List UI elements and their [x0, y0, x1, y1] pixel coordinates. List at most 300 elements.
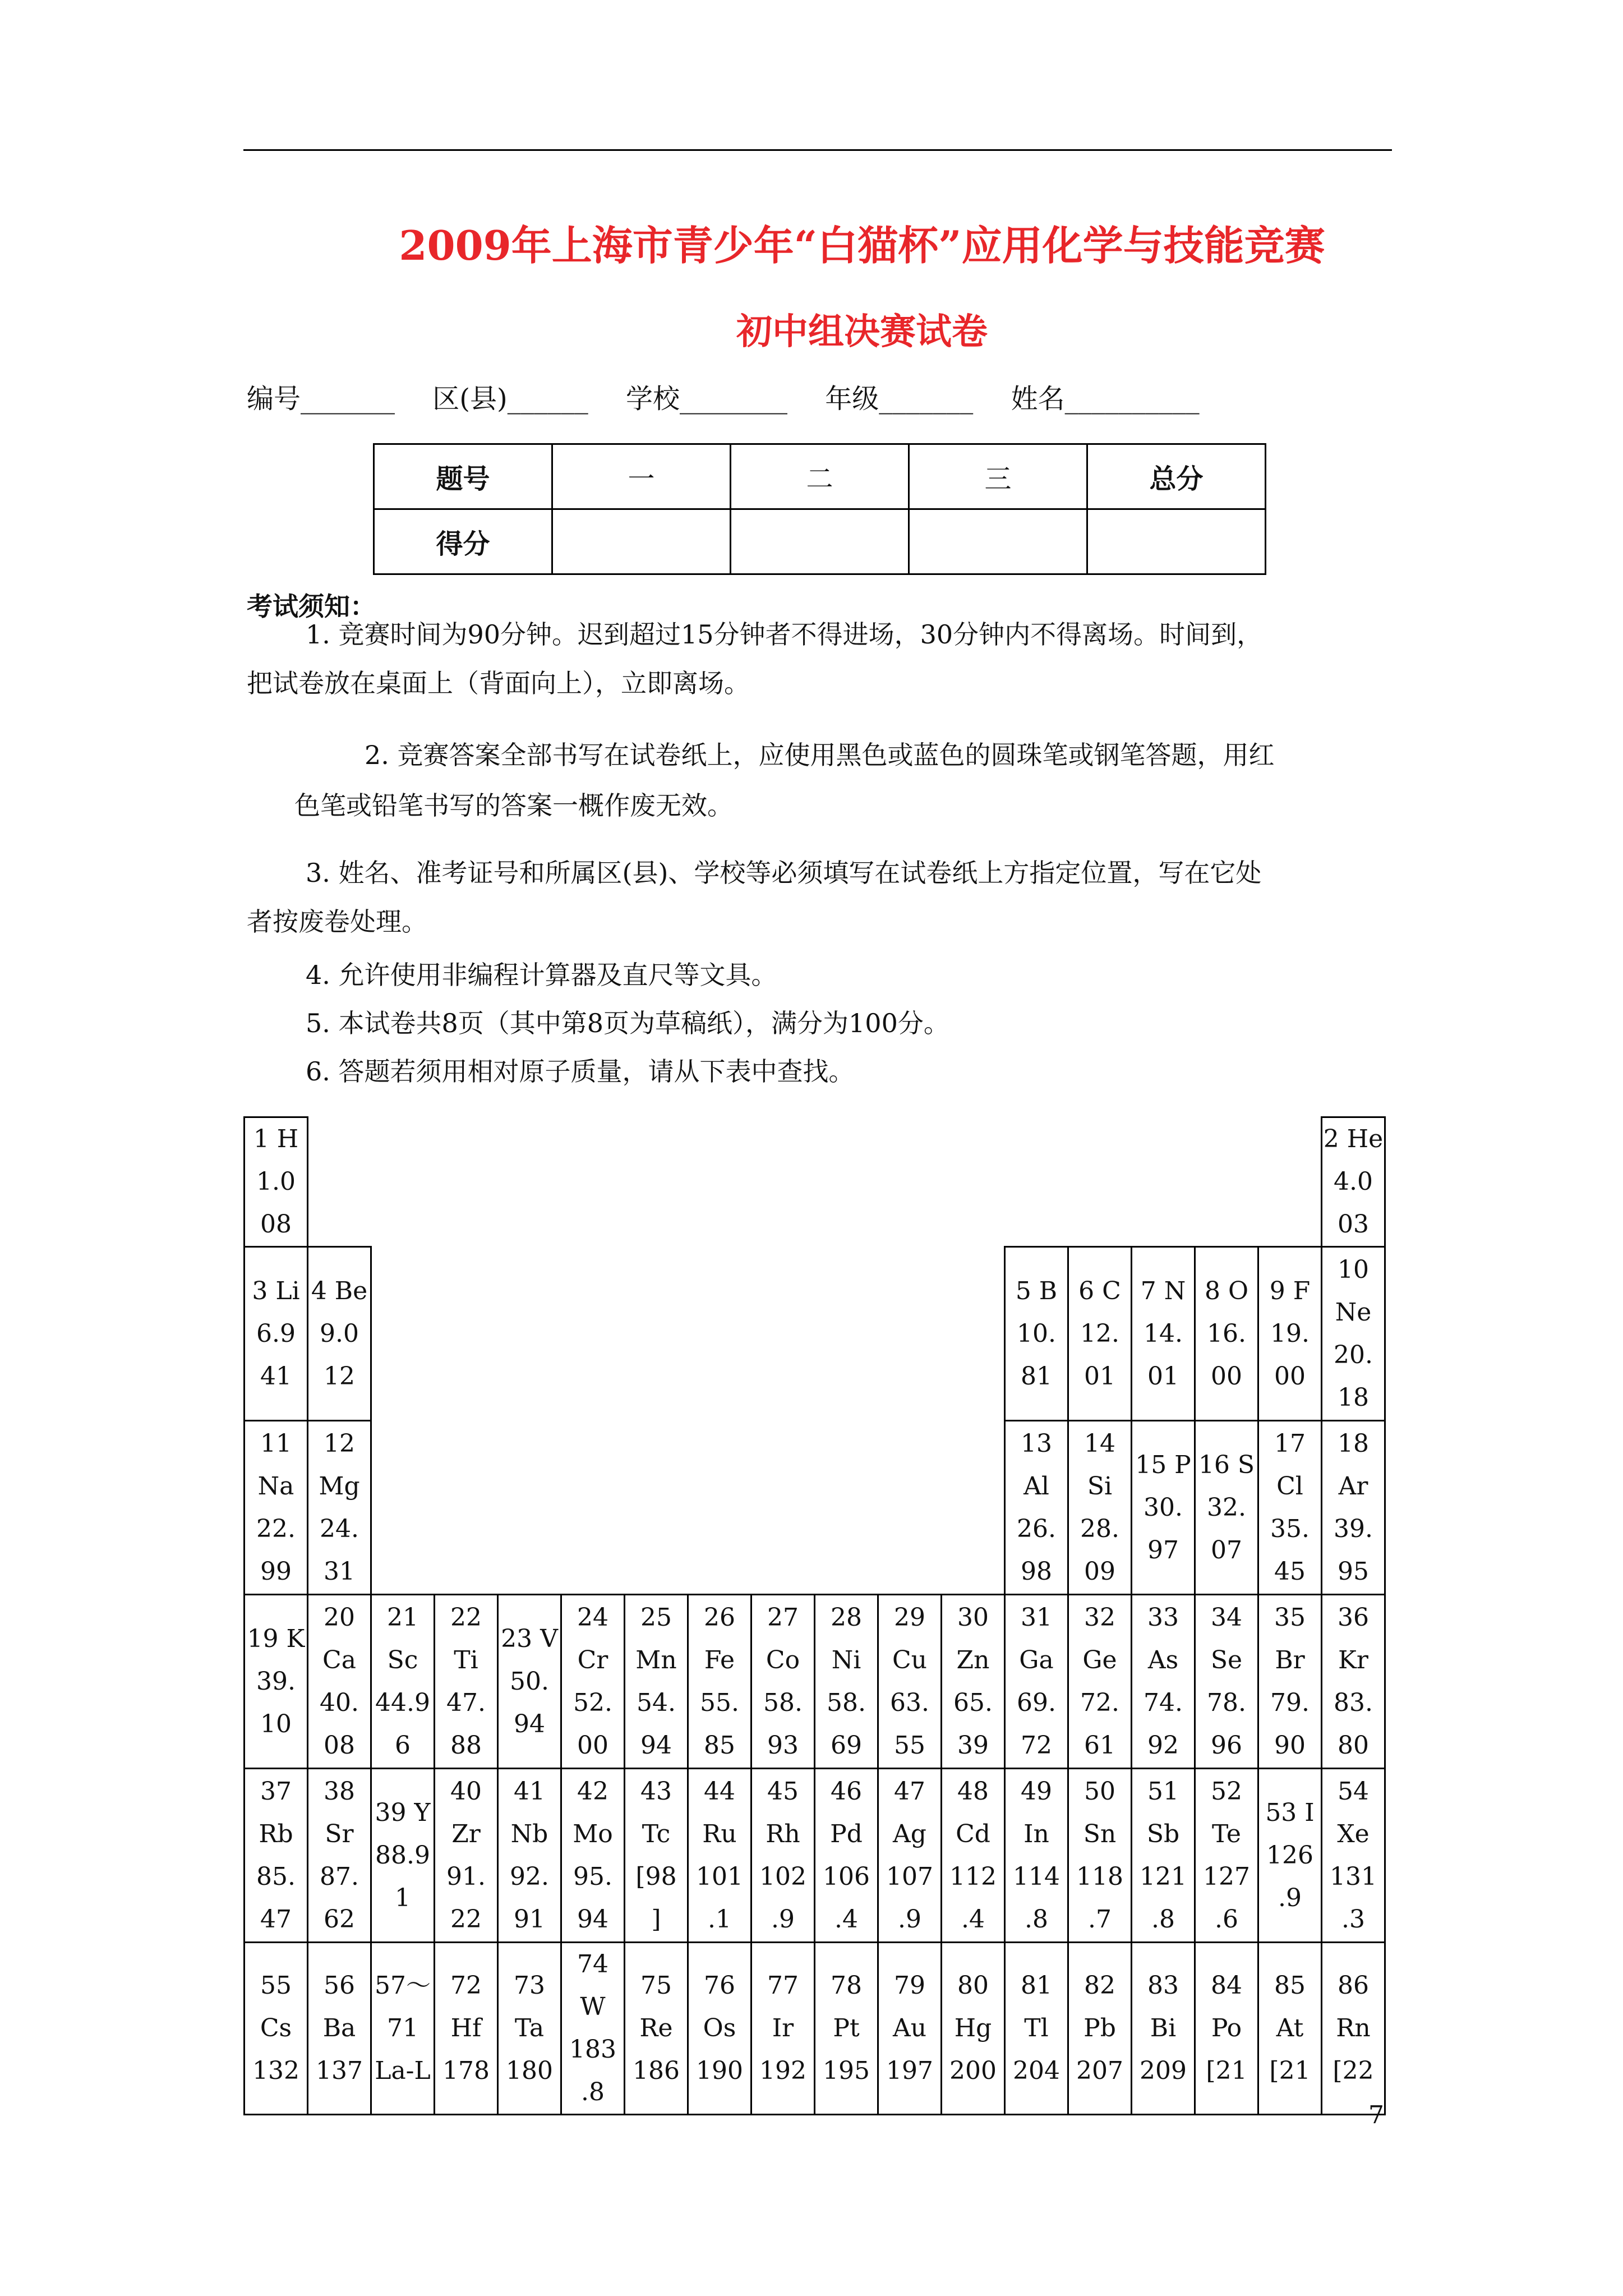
element-cell-line: 28. — [1080, 1514, 1119, 1543]
element-cell-line: Br — [1275, 1645, 1305, 1674]
score-cell — [1087, 509, 1266, 574]
element-cell-line: Cs — [260, 2014, 292, 2042]
element-cell-line: Al — [1023, 1471, 1049, 1501]
score-cell — [731, 509, 909, 574]
element-cell-line: .3 — [1341, 1904, 1365, 1934]
element-cell-line: 43 — [640, 1777, 672, 1806]
element-cell-line: 36 — [1338, 1603, 1369, 1632]
element-cell-line: 121 — [1140, 1862, 1187, 1891]
element-cell-line: 6 — [395, 1731, 411, 1760]
element-cell-line: 107 — [886, 1862, 933, 1891]
element-cell — [1258, 1421, 1322, 1595]
element-cell-line: 90 — [1274, 1731, 1306, 1760]
element-cell — [1132, 1769, 1195, 1943]
element-cell-line: 01 — [1084, 1361, 1115, 1391]
element-cell-line: 82 — [1084, 1971, 1115, 2000]
element-cell-line: 98 — [1021, 1557, 1052, 1586]
empty-cell — [1068, 1117, 1132, 1247]
element-cell-line: Rh — [766, 1819, 800, 1848]
empty-cell — [1005, 1117, 1068, 1247]
element-cell-line: 72. — [1080, 1688, 1119, 1717]
element-cell — [1322, 1769, 1385, 1943]
element-cell — [688, 1595, 751, 1769]
exam-title: 2009年上海市青少年“白猫杯”应用化学与技能竞赛 — [399, 222, 1325, 269]
element-cell-line: 2 He — [1323, 1125, 1384, 1153]
element-cell — [371, 1769, 435, 1943]
element-cell-line: 54. — [637, 1688, 676, 1717]
element-cell-line: 22 — [450, 1603, 482, 1632]
element-cell-line: 195 — [823, 2056, 870, 2085]
element-cell-line: 16 S — [1198, 1450, 1255, 1479]
element-cell-line: [21 — [1206, 2056, 1247, 2085]
periodic-table-row — [245, 1421, 1385, 1595]
periodic-table-row — [245, 1117, 1385, 1247]
element-cell-line: 72 — [450, 1971, 482, 2000]
element-cell-line: [98 — [635, 1862, 677, 1891]
element-cell-line: 55 — [894, 1731, 925, 1760]
score-cell — [909, 509, 1087, 574]
element-cell-line: 204 — [1013, 2056, 1060, 2085]
element-cell — [498, 1595, 561, 1769]
element-cell — [1258, 1943, 1322, 2115]
element-cell-line: Re — [639, 2014, 673, 2042]
element-cell-line: 31 — [324, 1557, 355, 1586]
element-cell-line: .6 — [1215, 1904, 1238, 1934]
element-cell — [1195, 1595, 1258, 1769]
element-cell-line: 17 — [1274, 1429, 1306, 1458]
element-cell — [1132, 1595, 1195, 1769]
element-cell-line: 200 — [949, 2056, 997, 2085]
element-cell-line: Ar — [1338, 1471, 1368, 1501]
element-cell-line: Xe — [1337, 1819, 1370, 1848]
element-cell — [1132, 1247, 1195, 1421]
element-cell-line: In — [1023, 1819, 1049, 1848]
element-cell-line: 83 — [1147, 1971, 1179, 2000]
element-cell-line: 78. — [1207, 1688, 1246, 1717]
element-cell-line: 09 — [1084, 1557, 1115, 1586]
empty-cell — [498, 1247, 561, 1421]
element-cell-line: 24. — [320, 1514, 359, 1543]
element-cell — [1005, 1247, 1068, 1421]
element-cell — [561, 1943, 625, 2115]
element-cell — [942, 1943, 1005, 2115]
element-cell-line: Ru — [702, 1819, 737, 1848]
element-cell-line: 10 — [1338, 1255, 1369, 1284]
element-cell-line: Bi — [1150, 2014, 1177, 2042]
element-cell-line: 08 — [324, 1731, 355, 1760]
element-cell-line: 92 — [1147, 1731, 1179, 1760]
element-cell-line: 106 — [823, 1862, 870, 1891]
element-cell-line: 127 — [1203, 1862, 1250, 1891]
element-cell-line: 132 — [252, 2056, 299, 2085]
element-cell-line: 28 — [831, 1603, 862, 1632]
empty-cell — [942, 1117, 1005, 1247]
periodic-table-row — [245, 1769, 1385, 1943]
element-cell-line: 32 — [1084, 1603, 1115, 1632]
element-cell-line: 180 — [506, 2056, 553, 2085]
element-cell — [1132, 1943, 1195, 2115]
element-cell-line: 57～ — [375, 1971, 431, 2000]
empty-cell — [751, 1247, 815, 1421]
element-cell-line: 87. — [320, 1862, 359, 1891]
notice-line: 1. 竞赛时间为90分钟。迟到超过15分钟者不得进场，30分钟内不得离场。时间到， — [306, 619, 1263, 650]
element-cell-line: 118 — [1076, 1862, 1123, 1891]
element-cell-line: 39. — [256, 1667, 296, 1696]
element-cell — [561, 1769, 625, 1943]
empty-cell — [688, 1421, 751, 1595]
notice-line: 6. 答题若须用相对原子质量，请从下表中查找。 — [306, 1056, 855, 1087]
element-cell-line: .4 — [834, 1904, 858, 1934]
element-cell-line: 52. — [573, 1688, 612, 1717]
empty-cell — [371, 1247, 435, 1421]
element-cell-line: 33 — [1147, 1603, 1179, 1632]
element-cell-line: 9.0 — [320, 1319, 359, 1348]
element-cell-line: .7 — [1088, 1904, 1112, 1934]
element-cell-line: 1 H — [253, 1125, 299, 1153]
element-cell-line: Ni — [831, 1645, 861, 1674]
element-cell-line: 07 — [1211, 1535, 1242, 1565]
element-cell-line: 16. — [1207, 1319, 1246, 1348]
element-cell — [751, 1595, 815, 1769]
element-cell-line: 102 — [759, 1862, 806, 1891]
element-cell-line: Sb — [1146, 1819, 1180, 1848]
element-cell-line: .8 — [1151, 1904, 1175, 1934]
element-cell-line: Co — [766, 1645, 800, 1674]
element-cell-line: 190 — [696, 2056, 743, 2085]
element-cell-line: 12 — [324, 1361, 355, 1391]
element-cell-line: 58. — [827, 1688, 866, 1717]
score-header-total: 总分 — [1087, 444, 1266, 509]
element-cell-line: Zr — [451, 1819, 481, 1848]
top-rule — [243, 149, 1392, 151]
empty-cell — [625, 1421, 688, 1595]
element-cell-line: 14. — [1144, 1319, 1183, 1348]
element-cell-line: Nb — [510, 1819, 548, 1848]
element-cell-line: Ag — [893, 1819, 926, 1848]
info-school: 学校________ — [626, 383, 788, 415]
element-cell-line: 85 — [1274, 1971, 1306, 2000]
empty-cell — [942, 1247, 1005, 1421]
element-cell-line: 55 — [260, 1971, 292, 2000]
periodic-table — [243, 1116, 1386, 2115]
element-cell-line: .4 — [961, 1904, 985, 1934]
element-cell-line: 7 N — [1140, 1276, 1186, 1305]
element-cell — [308, 1943, 371, 2115]
empty-cell — [371, 1421, 435, 1595]
element-cell-line: Na — [257, 1471, 294, 1501]
element-cell-line: 10. — [1017, 1319, 1056, 1348]
empty-cell — [878, 1421, 942, 1595]
element-cell-line: 53 I — [1265, 1798, 1315, 1827]
element-cell-line: 74. — [1144, 1688, 1183, 1717]
empty-cell — [688, 1117, 751, 1247]
element-cell-line: 45 — [1274, 1557, 1306, 1586]
element-cell-line: 81 — [1021, 1971, 1052, 2000]
element-cell — [245, 1769, 308, 1943]
element-cell-line: Sc — [387, 1645, 418, 1674]
element-cell-line: 00 — [1274, 1361, 1306, 1391]
element-cell-line: .9 — [1278, 1883, 1302, 1912]
element-cell — [1322, 1421, 1385, 1595]
element-cell — [1195, 1247, 1258, 1421]
empty-cell — [625, 1247, 688, 1421]
element-cell-line: Hg — [954, 2014, 992, 2042]
element-cell-line: 63. — [890, 1688, 929, 1717]
empty-cell — [435, 1421, 498, 1595]
element-cell — [625, 1595, 688, 1769]
empty-cell — [751, 1117, 815, 1247]
element-cell-line: 46 — [831, 1777, 862, 1806]
element-cell-line: Ga — [1019, 1645, 1054, 1674]
element-cell-line: 45 — [767, 1777, 799, 1806]
element-cell-line: 44 — [704, 1777, 735, 1806]
element-cell — [815, 1595, 878, 1769]
element-cell-line: 131 — [1330, 1862, 1377, 1891]
element-cell — [1322, 1943, 1385, 2115]
notice-line: 5. 本试卷共8页（其中第8页为草稿纸），满分为100分。 — [306, 1008, 949, 1038]
element-cell-line: 76 — [704, 1971, 735, 2000]
element-cell — [942, 1769, 1005, 1943]
notice-line: 4. 允许使用非编程计算器及直尺等文具。 — [306, 960, 777, 990]
element-cell-line: Pt — [833, 2014, 860, 2042]
element-cell — [245, 1943, 308, 2115]
element-cell-line: 58. — [763, 1688, 803, 1717]
element-cell-line: 01 — [1147, 1361, 1179, 1391]
element-cell-line: Fe — [704, 1645, 735, 1674]
element-cell-line: 26 — [704, 1603, 735, 1632]
element-cell-line: 00 — [577, 1731, 608, 1760]
element-cell-line: 52 — [1211, 1777, 1242, 1806]
element-cell-line: Po — [1211, 2014, 1242, 2042]
element-cell-line: 1.0 — [256, 1167, 296, 1196]
element-cell-line: La-L — [375, 2056, 431, 2085]
element-cell-line: 183 — [569, 2035, 616, 2064]
empty-cell — [942, 1421, 1005, 1595]
element-cell-line: 35. — [1270, 1514, 1310, 1543]
element-cell — [625, 1769, 688, 1943]
element-cell — [308, 1595, 371, 1769]
score-table-header-row — [374, 444, 1266, 509]
element-cell-line: 95. — [573, 1862, 612, 1891]
element-cell-line: 00 — [1211, 1361, 1242, 1391]
element-cell-line: 30 — [957, 1603, 989, 1632]
element-cell-line: 49 — [1021, 1777, 1052, 1806]
element-cell-line: 137 — [316, 2056, 363, 2085]
element-cell-line: Te — [1212, 1819, 1241, 1848]
empty-cell — [561, 1247, 625, 1421]
element-cell-line: 34 — [1211, 1603, 1242, 1632]
empty-cell — [561, 1421, 625, 1595]
empty-cell — [1132, 1117, 1195, 1247]
element-cell — [308, 1421, 371, 1595]
element-cell — [1068, 1595, 1132, 1769]
element-cell-line: 114 — [1013, 1862, 1060, 1891]
periodic-table-row — [245, 1943, 1385, 2115]
element-cell-line: 65. — [953, 1688, 993, 1717]
element-cell-line: 47 — [894, 1777, 925, 1806]
element-cell-line: 50 — [1084, 1777, 1115, 1806]
element-cell — [371, 1943, 435, 2115]
element-cell-line: Cd — [956, 1819, 990, 1848]
score-row-label: 得分 — [374, 509, 552, 574]
element-cell-line: 22. — [256, 1514, 296, 1543]
element-cell — [1195, 1769, 1258, 1943]
element-cell-line: 41 — [260, 1361, 292, 1391]
element-cell-line: 94 — [640, 1731, 672, 1760]
element-cell-line: Rn — [1336, 2014, 1371, 2042]
element-cell — [498, 1943, 561, 2115]
periodic-table-row — [245, 1595, 1385, 1769]
info-serial-number: 编号_______ — [247, 383, 395, 415]
element-cell — [1258, 1769, 1322, 1943]
element-cell-line: 54 — [1338, 1777, 1369, 1806]
empty-cell — [308, 1117, 371, 1247]
element-cell-line: 23 V — [501, 1624, 558, 1653]
element-cell — [1258, 1247, 1322, 1421]
element-cell-line: 24 — [577, 1603, 608, 1632]
element-cell — [751, 1943, 815, 2115]
element-cell — [878, 1595, 942, 1769]
element-cell — [688, 1943, 751, 2115]
element-cell-line: Ti — [454, 1645, 478, 1674]
element-cell-line: 95 — [1338, 1557, 1369, 1586]
element-cell-line: Ir — [772, 2014, 794, 2042]
info-grade: 年级_______ — [825, 383, 974, 415]
element-cell — [625, 1943, 688, 2115]
element-cell-line: Se — [1210, 1645, 1243, 1674]
element-cell — [245, 1117, 308, 1247]
element-cell-line: 51 — [1147, 1777, 1179, 1806]
element-cell-line: 14 — [1084, 1429, 1115, 1458]
element-cell-line: Cl — [1276, 1471, 1303, 1501]
element-cell-line: 15 P — [1135, 1450, 1191, 1479]
element-cell — [435, 1943, 498, 2115]
element-cell-line: .9 — [771, 1904, 795, 1934]
element-cell-line: 48 — [957, 1777, 989, 1806]
element-cell — [371, 1595, 435, 1769]
element-cell-line: 93 — [767, 1731, 799, 1760]
element-cell-line: 22 — [450, 1904, 482, 1934]
element-cell-line: 55. — [700, 1688, 739, 1717]
element-cell — [1005, 1421, 1068, 1595]
element-cell — [1195, 1421, 1258, 1595]
element-cell-line: .8 — [581, 2078, 605, 2106]
notice-line: 2. 竞赛答案全部书写在试卷纸上，应使用黑色或蓝色的圆珠笔或钢笔答题，用红 — [365, 740, 1275, 770]
element-cell-line: 44.9 — [375, 1688, 430, 1717]
element-cell-line: 61 — [1084, 1731, 1115, 1760]
element-cell-line: .9 — [898, 1904, 921, 1934]
info-name: 姓名__________ — [1011, 383, 1200, 415]
exam-subtitle: 初中组决赛试卷 — [736, 311, 988, 353]
element-cell-line: 12. — [1080, 1319, 1119, 1348]
element-cell — [942, 1595, 1005, 1769]
element-cell-line: 75 — [640, 1971, 672, 2000]
element-cell-line: 80 — [1338, 1731, 1369, 1760]
element-cell-line: 4 Be — [311, 1276, 368, 1305]
element-cell-line: 62 — [324, 1904, 355, 1934]
element-cell-line: 38 — [324, 1777, 355, 1806]
element-cell-line: 101 — [696, 1862, 743, 1891]
empty-cell — [815, 1247, 878, 1421]
empty-cell — [878, 1117, 942, 1247]
candidate-info-line — [247, 377, 1229, 416]
element-cell-line: 91. — [446, 1862, 486, 1891]
empty-cell — [435, 1247, 498, 1421]
element-cell — [245, 1247, 308, 1421]
element-cell — [815, 1769, 878, 1943]
empty-cell — [751, 1421, 815, 1595]
element-cell-line: 209 — [1140, 2056, 1187, 2085]
element-cell-line: Pd — [830, 1819, 863, 1848]
element-cell-line: 92. — [510, 1862, 549, 1891]
element-cell-line: 18 — [1338, 1383, 1369, 1412]
element-cell-line: Mg — [319, 1471, 360, 1501]
element-cell-line: Sr — [325, 1819, 354, 1848]
element-cell-line: 29 — [894, 1603, 925, 1632]
element-cell — [1322, 1247, 1385, 1421]
element-cell — [815, 1943, 878, 2115]
element-cell-line: 4.0 — [1334, 1167, 1373, 1196]
element-cell — [561, 1595, 625, 1769]
element-cell-line: 20 — [324, 1603, 355, 1632]
empty-cell — [561, 1117, 625, 1247]
element-cell-line: 84 — [1211, 1971, 1242, 2000]
element-cell — [688, 1769, 751, 1943]
element-cell-line: 73 — [514, 1971, 545, 2000]
element-cell-line: [21 — [1269, 2056, 1311, 2085]
element-cell-line: Kr — [1338, 1645, 1368, 1674]
element-cell-line: 6 C — [1078, 1276, 1121, 1305]
empty-cell — [1258, 1117, 1322, 1247]
empty-cell — [625, 1117, 688, 1247]
element-cell-line: 72 — [1021, 1731, 1052, 1760]
element-cell-line: 26. — [1017, 1514, 1056, 1543]
empty-cell — [1195, 1117, 1258, 1247]
element-cell-line: Tl — [1024, 2014, 1049, 2042]
info-district: 区(县)______ — [432, 383, 588, 415]
element-cell-line: 178 — [442, 2056, 490, 2085]
element-cell — [1322, 1117, 1385, 1247]
element-cell — [1068, 1247, 1132, 1421]
element-cell-line: Ge — [1082, 1645, 1117, 1674]
element-cell-line: 80 — [957, 1971, 989, 2000]
element-cell-line: 13 — [1021, 1429, 1052, 1458]
notice-line: 色笔或铅笔书写的答案一概作废无效。 — [294, 790, 733, 821]
element-cell — [878, 1943, 942, 2115]
empty-cell — [498, 1421, 561, 1595]
element-cell — [1195, 1943, 1258, 2115]
element-cell-line: Cr — [577, 1645, 608, 1674]
notice-line: 把试卷放在桌面上（背面向上），立即离场。 — [247, 668, 750, 698]
element-cell-line: 20. — [1334, 1340, 1373, 1369]
element-cell-line: 39. — [1334, 1514, 1373, 1543]
element-cell — [1068, 1421, 1132, 1595]
element-cell — [245, 1421, 308, 1595]
element-cell-line: 91 — [514, 1904, 545, 1934]
element-cell-line: 69 — [831, 1731, 862, 1760]
element-cell-line: Zn — [956, 1645, 990, 1674]
score-header-one: 一 — [552, 444, 731, 509]
empty-cell — [688, 1247, 751, 1421]
notice-heading: 考试须知： — [247, 591, 376, 622]
element-cell-line: Mn — [635, 1645, 677, 1674]
element-cell — [1068, 1769, 1132, 1943]
element-cell-line: 5 B — [1015, 1276, 1058, 1305]
element-cell-line: Tc — [642, 1819, 671, 1848]
element-cell — [1068, 1943, 1132, 2115]
element-cell-line: 10 — [260, 1709, 292, 1738]
score-table-score-row — [374, 509, 1266, 574]
